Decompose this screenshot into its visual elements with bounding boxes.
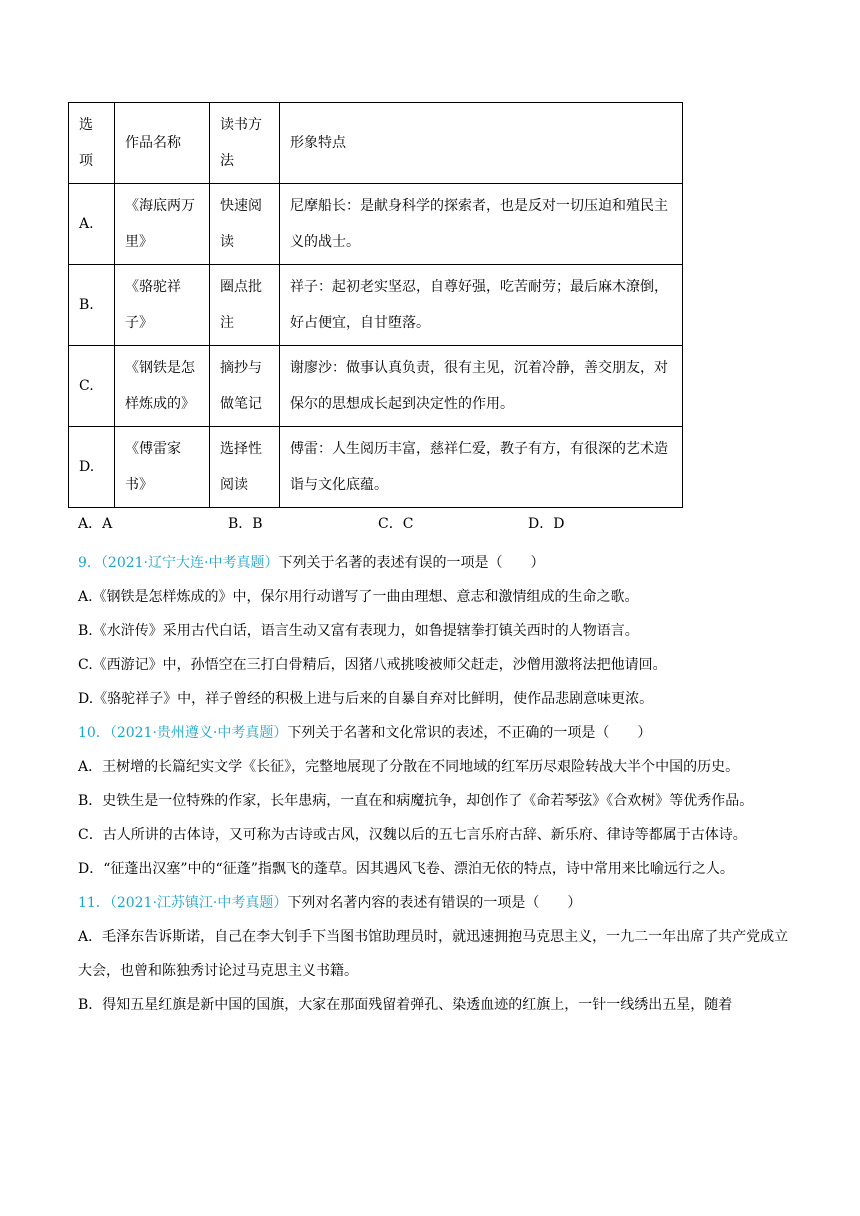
table-row — [69, 184, 683, 265]
work-cell: 《海底两万里》 — [115, 184, 210, 265]
header-cell: 选项 — [69, 103, 115, 184]
choice: C.《西游记》中，孙悟空在三打白骨精后，因猪八戒挑唆被师父赶走，沙僧用激将法把他请回。 — [78, 657, 667, 673]
method-cell: 圈点批注 — [210, 265, 280, 346]
trait-cell: 尼摩船长：是献身科学的探索者，也是反对一切压迫和殖民主义的战士。 — [280, 184, 683, 265]
option-cell: A. — [69, 184, 115, 265]
question-text: 下列对名著内容的表述有错误的一项是（ ） — [287, 895, 582, 911]
answer-option: B．B — [228, 516, 263, 532]
trait-cell: 傅雷：人生阅历丰富，慈祥仁爱，教子有方，有很深的艺术造诣与文化底蕴。 — [280, 427, 683, 508]
option-cell: B. — [69, 265, 115, 346]
option-cell: C. — [69, 346, 115, 427]
question-text: 下列关于名著和文化常识的表述，不正确的一项是（ ） — [287, 725, 652, 741]
choice: A．王树增的长篇纪实文学《长征》，完整地展现了分散在不同地域的红军历尽艰险转战大半个中国的历史。 — [78, 759, 740, 775]
questions — [78, 546, 790, 1022]
header-cell: 作品名称 — [115, 103, 210, 184]
choice: B．史铁生是一位特殊的作家，长年患病，一直在和病魔抗争，却创作了《命若琴弦》《合欢树》等优秀作品。 — [78, 793, 754, 809]
trait-cell: 谢廖沙：做事认真负责，很有主见，沉着冷静，善交朋友，对保尔的思想成长起到决定性的作用。 — [280, 346, 683, 427]
option-cell: D. — [69, 427, 115, 508]
method-cell: 快速阅读 — [210, 184, 280, 265]
answer-option: C．C — [378, 516, 414, 532]
question-11 — [78, 886, 790, 1022]
question-number: 10． — [78, 725, 110, 741]
choice: A.《钢铁是怎样炼成的》中，保尔用行动谱写了一曲由理想、意志和激情组成的生命之歌。 — [78, 589, 639, 605]
work-cell: 《傅雷家书》 — [115, 427, 210, 508]
table-row — [69, 265, 683, 346]
answer-option: D．D — [528, 516, 565, 532]
question-9 — [78, 546, 790, 716]
choice: D．“征蓬出汉塞”中的“征蓬”指飘飞的蓬草。因其遇风飞卷、漂泊无依的特点，诗中常用来比喻远行之人。 — [78, 861, 734, 877]
header-cell: 读书方法 — [210, 103, 280, 184]
comparison-table — [68, 102, 683, 508]
question-text: 下列关于名著的表述有误的一项是（ ） — [278, 555, 545, 571]
work-cell: 《骆驼祥子》 — [115, 265, 210, 346]
table-header-row — [69, 103, 683, 184]
trait-cell: 祥子：起初老实坚忍，自尊好强，吃苦耐劳；最后麻木潦倒，好占便宜，自甘堕落。 — [280, 265, 683, 346]
table-row — [69, 346, 683, 427]
question-source: （2021·贵州遵义·中考真题） — [109, 725, 288, 741]
answer-option: A．A — [78, 516, 113, 532]
question-10 — [78, 716, 790, 886]
choice: B.《水浒传》采用古代白话，语言生动又富有表现力，如鲁提辖拳打镇关西时的人物语言。 — [78, 623, 639, 639]
work-cell: 《钢铁是怎样炼成的》 — [115, 346, 210, 427]
question-source: （2021·江苏镇江·中考真题） — [109, 895, 288, 911]
header-cell: 形象特点 — [280, 103, 683, 184]
question-number: 11． — [78, 895, 110, 911]
question-stem — [78, 716, 790, 750]
method-cell: 摘抄与做笔记 — [210, 346, 280, 427]
choice: B．得知五星红旗是新中国的国旗，大家在那面残留着弹孔、染透血迹的红旗上，一针一线绣出五星，随着 — [78, 997, 733, 1013]
question-number: 9． — [78, 555, 101, 571]
table-row — [69, 427, 683, 508]
choice: A．毛泽东告诉斯诺，自己在李大钊手下当图书馆助理员时，就迅速拥抱马克思主义，一九二一年出席了共产党成立大会，也曾和陈独秀讨论过马克思主义书籍。 — [78, 929, 789, 979]
method-cell: 选择性阅读 — [210, 427, 280, 508]
question-stem — [78, 886, 790, 920]
question-stem — [78, 546, 790, 580]
choice: D.《骆驼祥子》中，祥子曾经的积极上进与后来的自暴自弃对比鲜明，使作品悲剧意味更浓。 — [78, 691, 654, 707]
question-source: （2021·辽宁大连·中考真题） — [100, 555, 279, 571]
choice: C．古人所讲的古体诗，又可称为古诗或古风，汉魏以后的五七言乐府古辞、新乐府、律诗等都属于古体诗。 — [78, 827, 747, 843]
